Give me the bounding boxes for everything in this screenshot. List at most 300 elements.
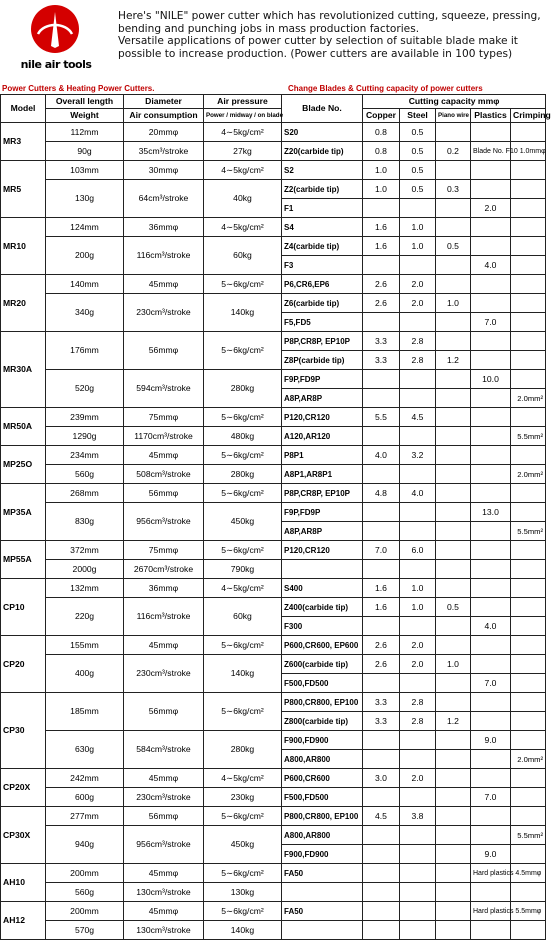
- steel-capacity: 2.8: [400, 693, 436, 712]
- piano-wire-capacity: [436, 541, 471, 560]
- steel-capacity: [400, 503, 436, 522]
- plastics-capacity: [471, 408, 511, 427]
- plastics-capacity: [471, 807, 511, 826]
- weight: 560g: [46, 883, 124, 902]
- table-row: [1, 123, 546, 142]
- blade-no: Z400(carbide tip): [282, 598, 363, 617]
- steel-capacity: [400, 826, 436, 845]
- weight: 1290g: [46, 427, 124, 446]
- empty-cell: [282, 921, 363, 940]
- empty-cell: [436, 560, 471, 579]
- crimping-capacity: [511, 218, 546, 237]
- overall-length: 185mm: [46, 693, 124, 731]
- copper-capacity: [363, 674, 400, 693]
- piano-wire-capacity: [436, 332, 471, 351]
- piano-wire-capacity: 1.0: [436, 655, 471, 674]
- intro-text: [118, 10, 543, 60]
- power: 280kg: [204, 731, 282, 769]
- plastics-capacity: 7.0: [471, 674, 511, 693]
- table-row: [1, 864, 546, 883]
- air-consumption: 2670cm³/stroke: [124, 560, 204, 579]
- air-consumption: 64cm³/stroke: [124, 180, 204, 218]
- col-copper: Copper: [363, 109, 400, 123]
- brand-name: nile air tools: [20, 58, 92, 71]
- blade-no: F300: [282, 617, 363, 636]
- weight: 940g: [46, 826, 124, 864]
- crimping-capacity: 2.0mm²: [511, 465, 546, 484]
- model-name: MR5: [1, 161, 46, 218]
- piano-wire-capacity: [436, 313, 471, 332]
- overall-length: 103mm: [46, 161, 124, 180]
- model-name: CP10: [1, 579, 46, 636]
- air-pressure: 5∼6kg/cm²: [204, 636, 282, 655]
- air-consumption: 130cm³/stroke: [124, 921, 204, 940]
- plastics-capacity: [471, 123, 511, 142]
- table-row: [1, 503, 546, 522]
- plastics-capacity: [471, 218, 511, 237]
- table-row: [1, 332, 546, 351]
- crimping-capacity: [511, 351, 546, 370]
- air-consumption: 1170cm³/stroke: [124, 427, 204, 446]
- model-name: MP35A: [1, 484, 46, 541]
- crimping-capacity: [511, 769, 546, 788]
- table-row: [1, 826, 546, 845]
- nile-logo-icon: [30, 4, 80, 54]
- model-name: AH10: [1, 864, 46, 902]
- empty-cell: [363, 921, 400, 940]
- plastics-capacity: [471, 579, 511, 598]
- steel-capacity: [400, 313, 436, 332]
- steel-capacity: 0.5: [400, 180, 436, 199]
- copper-capacity: 3.0: [363, 769, 400, 788]
- crimping-capacity: [511, 788, 546, 807]
- steel-capacity: 6.0: [400, 541, 436, 560]
- weight: 630g: [46, 731, 124, 769]
- diameter: 45mmφ: [124, 902, 204, 921]
- table-row: [1, 788, 546, 807]
- steel-capacity: [400, 902, 436, 921]
- weight: 220g: [46, 598, 124, 636]
- blade-no: A120,AR120: [282, 427, 363, 446]
- empty-cell: [436, 883, 471, 902]
- table-row: [1, 921, 546, 940]
- steel-capacity: 3.2: [400, 446, 436, 465]
- piano-wire-capacity: [436, 674, 471, 693]
- table-row: [1, 427, 546, 446]
- plastics-capacity: [471, 541, 511, 560]
- crimping-capacity: [511, 731, 546, 750]
- blade-no: FA50: [282, 864, 363, 883]
- model-name: MP55A: [1, 541, 46, 579]
- copper-capacity: [363, 731, 400, 750]
- blade-no: S400: [282, 579, 363, 598]
- plastics-capacity: [471, 180, 511, 199]
- crimping-capacity: [511, 636, 546, 655]
- steel-capacity: [400, 370, 436, 389]
- overall-length: 132mm: [46, 579, 124, 598]
- diameter: 56mmφ: [124, 693, 204, 731]
- table-row: [1, 294, 546, 313]
- blade-no: P8P1: [282, 446, 363, 465]
- empty-cell: [471, 883, 511, 902]
- steel-capacity: [400, 788, 436, 807]
- power: 140kg: [204, 655, 282, 693]
- col-crimping: Crimping: [511, 109, 546, 123]
- plastics-capacity: 10.0: [471, 370, 511, 389]
- diameter: 45mmφ: [124, 636, 204, 655]
- power: 450kg: [204, 826, 282, 864]
- copper-capacity: [363, 503, 400, 522]
- empty-cell: [400, 883, 436, 902]
- blade-no: A8P,AR8P: [282, 389, 363, 408]
- steel-capacity: [400, 731, 436, 750]
- crimping-capacity: [511, 845, 546, 864]
- piano-wire-capacity: [436, 864, 471, 883]
- air-pressure: 5∼6kg/cm²: [204, 902, 282, 921]
- plastics-capacity: [471, 769, 511, 788]
- steel-capacity: 4.0: [400, 484, 436, 503]
- steel-capacity: [400, 199, 436, 218]
- air-pressure: 5∼6kg/cm²: [204, 693, 282, 731]
- piano-wire-capacity: [436, 484, 471, 503]
- blade-no: P600,CR600: [282, 769, 363, 788]
- steel-capacity: 2.8: [400, 332, 436, 351]
- steel-capacity: 2.0: [400, 769, 436, 788]
- col-plastics: Plastics: [471, 109, 511, 123]
- empty-cell: [363, 560, 400, 579]
- model-name: MP25O: [1, 446, 46, 484]
- plastics-capacity: 9.0: [471, 845, 511, 864]
- crimping-capacity: [511, 484, 546, 503]
- copper-capacity: [363, 465, 400, 484]
- crimping-capacity: 5.5mm²: [511, 427, 546, 446]
- table-row: [1, 579, 546, 598]
- overall-length: 112mm: [46, 123, 124, 142]
- crimping-capacity: [511, 294, 546, 313]
- piano-wire-capacity: [436, 902, 471, 921]
- air-consumption: 956cm³/stroke: [124, 503, 204, 541]
- table-row: [1, 636, 546, 655]
- copper-capacity: 5.5: [363, 408, 400, 427]
- steel-capacity: 4.5: [400, 408, 436, 427]
- power: 60kg: [204, 237, 282, 275]
- model-name: MR3: [1, 123, 46, 161]
- table-row: [1, 560, 546, 579]
- weight: 830g: [46, 503, 124, 541]
- col-overall-length: Overall length: [46, 95, 124, 109]
- weight: 200g: [46, 237, 124, 275]
- crimping-capacity: [511, 541, 546, 560]
- crimping-capacity: [511, 256, 546, 275]
- air-pressure: 5∼6kg/cm²: [204, 807, 282, 826]
- copper-capacity: 2.6: [363, 655, 400, 674]
- crimping-capacity: [511, 370, 546, 389]
- steel-capacity: 0.5: [400, 142, 436, 161]
- power: 480kg: [204, 427, 282, 446]
- intro-line: bending and punching jobs in mass production factories.: [118, 22, 420, 35]
- plastics-capacity: [471, 389, 511, 408]
- plastics-capacity: [471, 522, 511, 541]
- piano-wire-capacity: [436, 788, 471, 807]
- crimping-capacity: 5.5mm²: [511, 826, 546, 845]
- copper-capacity: [363, 845, 400, 864]
- blade-no: Z2(carbide tip): [282, 180, 363, 199]
- power: 140kg: [204, 294, 282, 332]
- plastics-capacity: Blade No. F10 1.0mmφ: [471, 142, 511, 161]
- crimping-capacity: 2.0mm²: [511, 389, 546, 408]
- air-pressure: 4∼5kg/cm²: [204, 579, 282, 598]
- air-pressure: 5∼6kg/cm²: [204, 864, 282, 883]
- intro-line: Here's "NILE" power cutter which has revolutionized cutting, squeeze, pressing,: [118, 10, 541, 22]
- blade-no: F900,FD900: [282, 845, 363, 864]
- weight: 340g: [46, 294, 124, 332]
- overall-length: 140mm: [46, 275, 124, 294]
- table-row: [1, 541, 546, 560]
- crimping-capacity: [511, 598, 546, 617]
- air-consumption: 230cm³/stroke: [124, 294, 204, 332]
- power: 280kg: [204, 370, 282, 408]
- plastics-capacity: 2.0: [471, 199, 511, 218]
- weight: 130g: [46, 180, 124, 218]
- plastics-capacity: 7.0: [471, 788, 511, 807]
- weight: 90g: [46, 142, 124, 161]
- empty-cell: [471, 921, 511, 940]
- steel-capacity: [400, 845, 436, 864]
- plastics-capacity: 9.0: [471, 731, 511, 750]
- steel-capacity: 2.8: [400, 351, 436, 370]
- air-consumption: 230cm³/stroke: [124, 788, 204, 807]
- table-row: [1, 446, 546, 465]
- copper-capacity: [363, 902, 400, 921]
- overall-length: 242mm: [46, 769, 124, 788]
- empty-cell: [471, 560, 511, 579]
- plastics-capacity: [471, 294, 511, 313]
- empty-cell: [282, 883, 363, 902]
- copper-capacity: 4.8: [363, 484, 400, 503]
- blade-no: F500,FD500: [282, 788, 363, 807]
- piano-wire-capacity: 1.2: [436, 351, 471, 370]
- air-pressure: 5∼6kg/cm²: [204, 484, 282, 503]
- copper-capacity: [363, 389, 400, 408]
- crimping-capacity: [511, 123, 546, 142]
- copper-capacity: 2.6: [363, 636, 400, 655]
- blade-no: P800,CR800, EP100: [282, 807, 363, 826]
- copper-capacity: [363, 427, 400, 446]
- copper-capacity: 2.6: [363, 294, 400, 313]
- power: 790kg: [204, 560, 282, 579]
- copper-capacity: [363, 370, 400, 389]
- steel-capacity: [400, 389, 436, 408]
- overall-length: 124mm: [46, 218, 124, 237]
- steel-capacity: 0.5: [400, 123, 436, 142]
- diameter: 45mmφ: [124, 769, 204, 788]
- empty-cell: [282, 560, 363, 579]
- crimping-capacity: [511, 579, 546, 598]
- model-name: MR20: [1, 275, 46, 332]
- copper-capacity: 1.6: [363, 237, 400, 256]
- table-row: [1, 180, 546, 199]
- copper-capacity: 3.3: [363, 693, 400, 712]
- table-row: [1, 693, 546, 712]
- piano-wire-capacity: [436, 503, 471, 522]
- plastics-capacity: [471, 484, 511, 503]
- air-pressure: 4∼5kg/cm²: [204, 161, 282, 180]
- table-row: [1, 902, 546, 921]
- blade-no: A8P,AR8P: [282, 522, 363, 541]
- piano-wire-capacity: [436, 579, 471, 598]
- table-row: [1, 465, 546, 484]
- piano-wire-capacity: [436, 731, 471, 750]
- table-row: [1, 218, 546, 237]
- plastics-capacity: Hard plastics 5.5mmφ: [471, 902, 511, 921]
- copper-capacity: 4.0: [363, 446, 400, 465]
- copper-capacity: 2.6: [363, 275, 400, 294]
- crimping-capacity: [511, 199, 546, 218]
- diameter: 36mmφ: [124, 579, 204, 598]
- blade-no: FA50: [282, 902, 363, 921]
- piano-wire-capacity: [436, 275, 471, 294]
- page-header: [0, 0, 545, 84]
- col-weight: Weight: [46, 109, 124, 123]
- copper-capacity: [363, 199, 400, 218]
- plastics-capacity: [471, 465, 511, 484]
- air-consumption: 956cm³/stroke: [124, 826, 204, 864]
- steel-capacity: 2.8: [400, 712, 436, 731]
- weight: 2000g: [46, 560, 124, 579]
- diameter: 45mmφ: [124, 864, 204, 883]
- overall-length: 234mm: [46, 446, 124, 465]
- intro-line: possible to increase production. (Power cutters are available in 100 types): [118, 47, 513, 60]
- piano-wire-capacity: [436, 693, 471, 712]
- blade-no: P120,CR120: [282, 541, 363, 560]
- blade-no: P120,CR120: [282, 408, 363, 427]
- empty-cell: [511, 921, 546, 940]
- piano-wire-capacity: [436, 465, 471, 484]
- plastics-capacity: Hard plastics 4.5mmφ: [471, 864, 511, 883]
- blade-no: S20: [282, 123, 363, 142]
- empty-cell: [436, 921, 471, 940]
- table-row: [1, 484, 546, 503]
- power: 130kg: [204, 883, 282, 902]
- table-row: [1, 807, 546, 826]
- air-pressure: 5∼6kg/cm²: [204, 332, 282, 370]
- overall-length: 200mm: [46, 864, 124, 883]
- crimping-capacity: [511, 674, 546, 693]
- weight: 600g: [46, 788, 124, 807]
- plastics-capacity: [471, 826, 511, 845]
- piano-wire-capacity: [436, 769, 471, 788]
- copper-capacity: [363, 313, 400, 332]
- copper-capacity: 1.6: [363, 598, 400, 617]
- table-row: [1, 769, 546, 788]
- col-piano-wire: Piano wire: [436, 109, 471, 123]
- steel-capacity: [400, 427, 436, 446]
- piano-wire-capacity: 0.3: [436, 180, 471, 199]
- diameter: 45mmφ: [124, 446, 204, 465]
- piano-wire-capacity: 0.5: [436, 598, 471, 617]
- piano-wire-capacity: 0.2: [436, 142, 471, 161]
- blade-no: P8P,CR8P, EP10P: [282, 332, 363, 351]
- steel-capacity: 0.5: [400, 161, 436, 180]
- table-row: [1, 370, 546, 389]
- piano-wire-capacity: [436, 256, 471, 275]
- blade-no: Z8P(carbide tip): [282, 351, 363, 370]
- crimping-capacity: [511, 332, 546, 351]
- air-consumption: 35cm³/stroke: [124, 142, 204, 161]
- diameter: 56mmφ: [124, 807, 204, 826]
- plastics-capacity: [471, 598, 511, 617]
- air-consumption: 508cm³/stroke: [124, 465, 204, 484]
- steel-capacity: 1.0: [400, 579, 436, 598]
- blade-no: S2: [282, 161, 363, 180]
- piano-wire-capacity: [436, 845, 471, 864]
- crimping-capacity: [511, 408, 546, 427]
- crimping-capacity: [511, 693, 546, 712]
- blade-no: F900,FD900: [282, 731, 363, 750]
- copper-capacity: [363, 256, 400, 275]
- empty-cell: [400, 560, 436, 579]
- copper-capacity: 0.8: [363, 123, 400, 142]
- model-name: CP30: [1, 693, 46, 769]
- copper-capacity: 0.8: [363, 142, 400, 161]
- piano-wire-capacity: [436, 370, 471, 389]
- blade-no: F3: [282, 256, 363, 275]
- air-consumption: 130cm³/stroke: [124, 883, 204, 902]
- weight: 570g: [46, 921, 124, 940]
- table-row: [1, 408, 546, 427]
- steel-capacity: [400, 864, 436, 883]
- overall-length: 155mm: [46, 636, 124, 655]
- piano-wire-capacity: 0.5: [436, 237, 471, 256]
- table-row: [1, 237, 546, 256]
- steel-capacity: [400, 522, 436, 541]
- blade-no: P800,CR800, EP100: [282, 693, 363, 712]
- power: 40kg: [204, 180, 282, 218]
- diameter: 75mmφ: [124, 408, 204, 427]
- plastics-capacity: [471, 161, 511, 180]
- overall-length: 268mm: [46, 484, 124, 503]
- piano-wire-capacity: [436, 161, 471, 180]
- steel-capacity: 3.8: [400, 807, 436, 826]
- blade-no: A8P1,AR8P1: [282, 465, 363, 484]
- blade-no: A800,AR800: [282, 826, 363, 845]
- crimping-capacity: [511, 313, 546, 332]
- piano-wire-capacity: [436, 446, 471, 465]
- empty-cell: [511, 883, 546, 902]
- piano-wire-capacity: [436, 218, 471, 237]
- plastics-capacity: [471, 636, 511, 655]
- section-title-power-cutters: Power Cutters & Heating Power Cutters.: [2, 84, 155, 93]
- piano-wire-capacity: 1.2: [436, 712, 471, 731]
- table-row: [1, 142, 546, 161]
- model-name: MR50A: [1, 408, 46, 446]
- col-air-consumption: Air consumption: [124, 109, 204, 123]
- steel-capacity: [400, 256, 436, 275]
- model-name: AH12: [1, 902, 46, 940]
- crimping-capacity: [511, 807, 546, 826]
- diameter: 56mmφ: [124, 484, 204, 503]
- overall-length: 239mm: [46, 408, 124, 427]
- col-steel: Steel: [400, 109, 436, 123]
- copper-capacity: 4.5: [363, 807, 400, 826]
- blade-no: F9P,FD9P: [282, 370, 363, 389]
- piano-wire-capacity: [436, 826, 471, 845]
- col-cutting-capacity: Cutting capacity mmφ: [363, 95, 546, 109]
- steel-capacity: 1.0: [400, 218, 436, 237]
- plastics-capacity: 4.0: [471, 256, 511, 275]
- section-title-change-blades: Change Blades & Cutting capacity of power cutters: [288, 84, 483, 93]
- piano-wire-capacity: 1.0: [436, 294, 471, 313]
